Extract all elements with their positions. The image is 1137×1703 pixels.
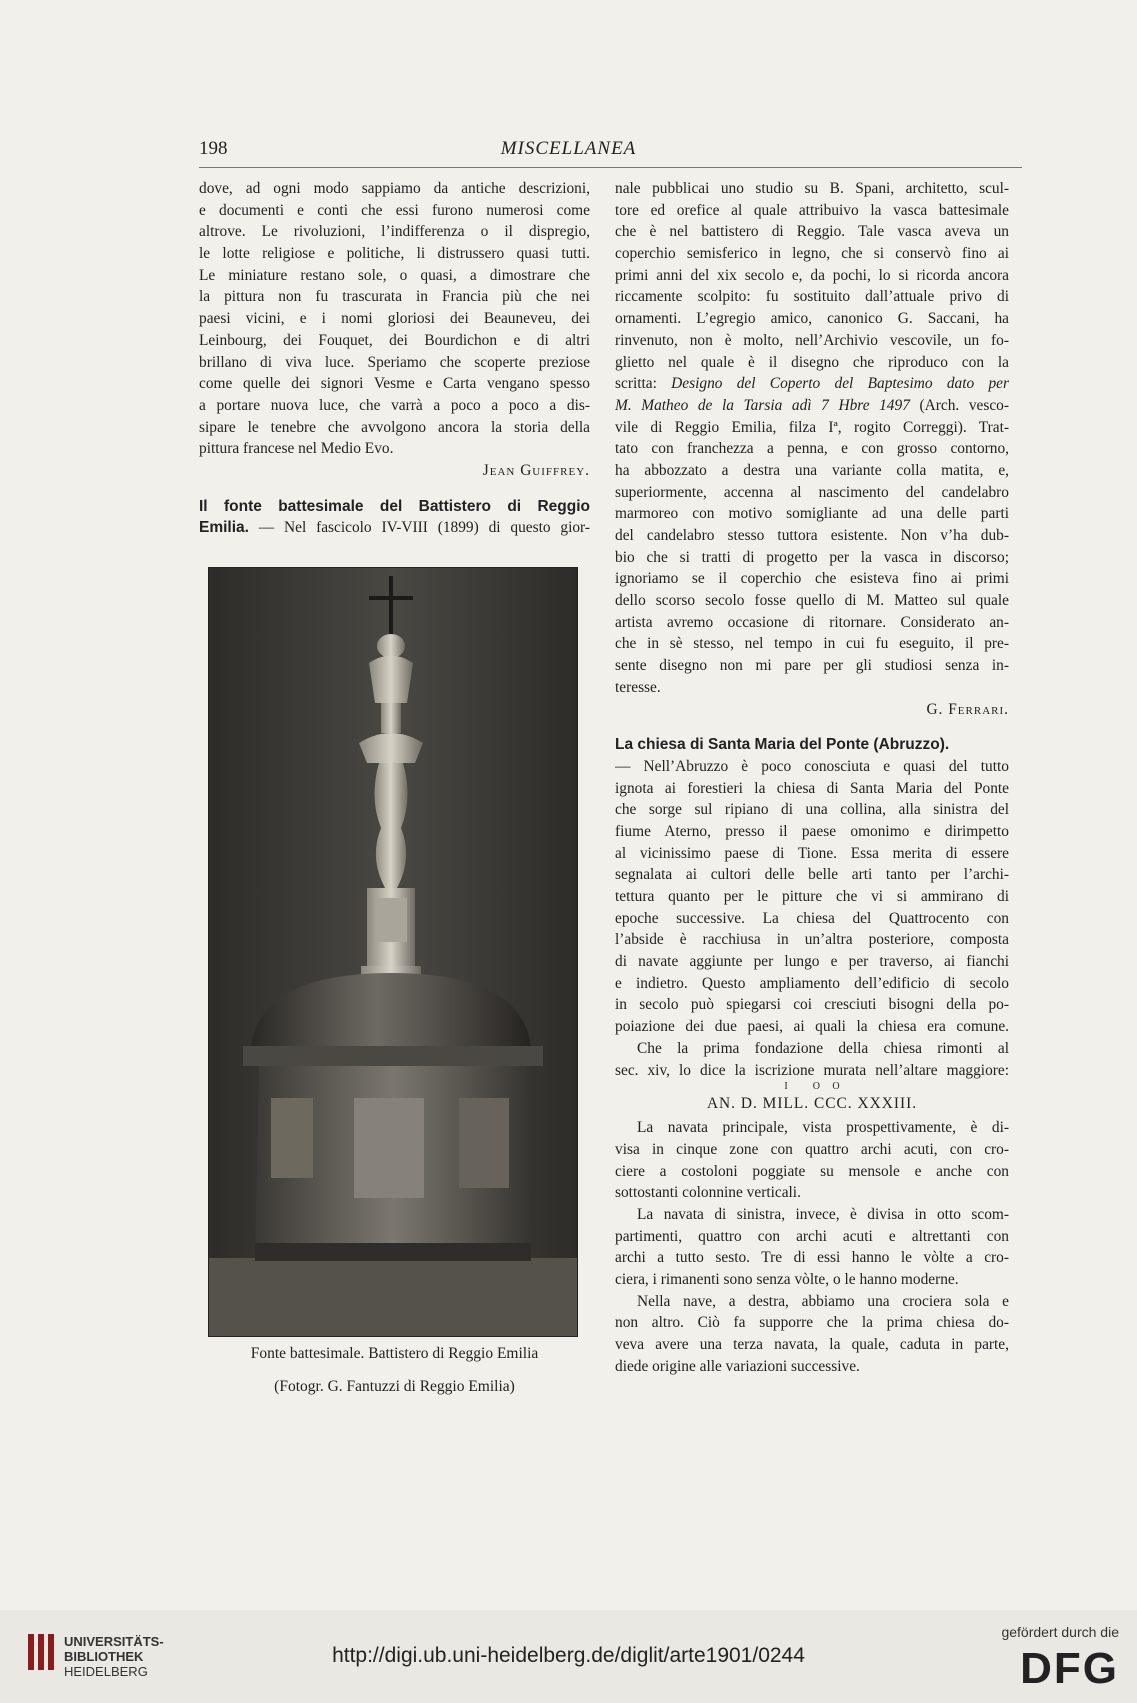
text-line: archi a tutto sesto. Tre di essi hanno le vòlte a cro- <box>615 1249 1009 1267</box>
text-line: tore ed orefice al quale attribuivo la vasca battesimale <box>615 201 1009 219</box>
text-line: artista avremo occasione di ritornare. Considerato an- <box>615 613 1009 631</box>
text-line: vile di Reggio Emilia, filza Iª, rogito Correggi). Trat- <box>615 418 1009 436</box>
italic-fragment: Designo del Coperto del Baptesimo dato per <box>671 375 1009 393</box>
library-name-line: BIBLIOTHEK <box>64 1649 144 1664</box>
text-line: ciera, i rimanenti sono senza vòlte, o le hanno moderne. <box>615 1271 959 1288</box>
text-line: che sorge sul ripiano di una collina, alla sinistra del <box>615 801 1009 819</box>
text-line: tato con franchezza a penna, e con grosso contorno, <box>615 440 1009 458</box>
text-line: La navata di sinistra, invece, è divisa in otto scom- <box>637 1205 1009 1223</box>
text-line <box>615 395 1009 417</box>
text-line: e indietro. Questo ampliamento dell’edificio di secolo <box>615 974 1009 992</box>
text-fragment: (Arch. vesco- <box>909 396 1009 414</box>
text-line: glietto nel quale è il disegno che riproduco con la <box>615 353 1009 371</box>
text-line: marmoreo con motivo somigliante ad una delle parti <box>615 505 1009 523</box>
text-line: tettura quanto per le pitture che vi si ammirano di <box>615 888 1009 905</box>
library-name-line: HEIDELBERG <box>64 1664 148 1679</box>
text-line: Le miniature restano sole, o quasi, a dimostrare che <box>199 266 590 284</box>
text-line: brillano di viva luce. Speriamo che scoperte preziose <box>199 353 590 371</box>
text-line: ignota ai forestieri la chiesa di Santa Maria del Ponte <box>615 779 1009 797</box>
text-line: poiazione dei due paesi, ai quali la chiesa era comune. <box>615 1018 1009 1036</box>
text-line: del candelabro stesso tuttora esistente. Non v’ha dub- <box>615 527 1009 544</box>
text-line: dello scorso secolo fosse quello di M. Matteo sul quale <box>615 592 1009 610</box>
text-line: diede origine alle variazioni successive. <box>615 1357 860 1375</box>
text-fragment: — Nel fascicolo IV-VIII (1899) di questo gior- <box>248 519 590 537</box>
text-line: ignoriamo se il coperchio che esisteva fino ai primi <box>615 570 1009 588</box>
text-line: non altro. Ciò fa supporre che la prima chiesa do- <box>615 1314 1009 1332</box>
text-line: Che la prima fondazione della chiesa rimonti al <box>637 1039 1009 1057</box>
text-line <box>615 373 1009 395</box>
text-line: a portare nuova luce, che varrà a poco a poco a dis- <box>199 396 590 414</box>
figure-credit: (Fotogr. G. Fantuzzi di Reggio Emilia) <box>274 1378 515 1395</box>
header-rule <box>199 167 1022 168</box>
text-line: sente disegno non mi pare per gli studiosi senza in- <box>615 657 1009 675</box>
text-line: la pittura non fu trascurata in Francia più che nei <box>199 288 590 306</box>
baptismal-font-photo <box>208 567 578 1337</box>
text-line: fiume Aterno, presso il paese omonimo e dirimpetto <box>615 822 1009 840</box>
text-line: rinvenuto, non è molto, nell’Archivio vescovile, un fo- <box>615 331 1009 349</box>
text-line: Nella nave, a destra, abbiamo una crociera sola e <box>637 1292 1009 1310</box>
text-line: l’abside è racchiusa in un’altra posteriore, composta <box>615 931 1009 949</box>
text-line: primi anni del xix secolo e, da pochi, lo si ricorda ancora <box>615 266 1009 284</box>
text-line: — Nell’Abruzzo è poco conosciuta e quasi del tutto <box>615 757 1009 775</box>
text-line: nale pubblicai uno studio su B. Spani, architetto, scul- <box>615 180 1009 197</box>
text-line: sipare le tenebre che avvolgono ancora la storia della <box>199 418 590 436</box>
text-line: ciere a costoloni poggiate su mensole e anche con <box>615 1162 1009 1180</box>
text-line: bio che si tratti di progetto per la vasca in discorso; <box>615 548 1009 566</box>
inscription: AN. D. MILL. CCC. XXXIII. <box>706 1095 918 1113</box>
font-photo-illustration <box>209 568 577 1336</box>
inscription-superscripts: I O O <box>784 1081 840 1093</box>
text-line: segnalata ai cultori delle belle arti tanto per l’archi- <box>615 866 1009 884</box>
text-line: che è nel battistero di Reggio. Tale vasca aveva un <box>615 223 1009 241</box>
article-heading-fonte-cont: Emilia. <box>199 519 249 537</box>
text-line: che in sè stesso, nel tempo in cui fu eseguito, il pre- <box>615 635 1009 653</box>
text-line: superiormente, accenna al nascimento del candelabro <box>615 483 1009 501</box>
text-line: e documenti e conti che essi furono numerosi come <box>199 201 590 219</box>
text-line: riccamente scolpito: fu sostituito dall’attuale privo di <box>615 288 1009 306</box>
figure-caption: Fonte battesimale. Battistero di Reggio Emilia <box>250 1345 539 1362</box>
text-line: altrove. Le rivoluzioni, l’indifferenza o il dispregio, <box>199 223 590 241</box>
signature-guiffrey: Jean Guiffrey. <box>482 461 590 479</box>
text-line: La navata principale, vista prospettivamente, è di- <box>637 1119 1009 1137</box>
text-line: epoche successive. La chiesa del Quattrocento con <box>615 909 1009 927</box>
article-heading-chiesa: La chiesa di Santa Maria del Ponte (Abruzzo). <box>615 736 950 754</box>
sponsor-label: gefördert durch die <box>1001 1624 1119 1640</box>
text-line: visa in cinque zone con quattro archi acuti, con cro- <box>615 1140 1009 1158</box>
text-line: Leinbourg, dei Fouquet, dei Bourdichon e di altri <box>199 331 590 349</box>
text-fragment: scritta: <box>615 375 672 393</box>
page-number: 198 <box>199 138 228 159</box>
text-line: teresse. <box>615 678 661 696</box>
text-line: di navate aggiunte per lungo e per traverso, ai fianchi <box>615 953 1009 971</box>
text-line: dove, ad ogni modo sappiamo da antiche descrizioni, <box>199 180 590 197</box>
library-name-line: UNIVERSITÄTS- <box>64 1634 164 1649</box>
permalink-url[interactable]: http://digi.ub.uni-heidelberg.de/diglit/arte1901/0244 <box>332 1644 805 1667</box>
italic-fragment: M. Matheo de la Tarsia adì 7 Hbre 1497 <box>615 396 910 414</box>
text-line: sec. xiv, lo dice la iscrizione murata nell’altare maggiore: <box>615 1061 1009 1079</box>
running-title: MISCELLANEA <box>500 138 637 159</box>
text-line: al vicinissimo paese di Tione. Essa merita di essere <box>615 844 1009 862</box>
text-line: ornamenti. L’egregio amico, canonico G. Saccani, ha <box>615 310 1009 328</box>
left-column <box>199 178 590 539</box>
text-line: paesi vicini, e i nomi gloriosi dei Beauneveu, dei <box>199 310 590 328</box>
text-line <box>199 517 590 539</box>
dfg-logo[interactable]: DFG <box>1020 1644 1119 1693</box>
text-line: come quelle dei signori Vesme e Carta vengano spesso <box>199 375 590 393</box>
text-line: in secolo può spiegarsi coi cresciuti bisogni della po- <box>615 996 1009 1014</box>
text-line: le lotte religiose e politiche, li distrussero quasi tutti. <box>199 245 590 263</box>
signature-ferrari: G. Ferrari. <box>926 700 1009 718</box>
text-line: sottostanti colonnine verticali. <box>615 1184 801 1202</box>
text-line: ha abbozzato a destra una variante colla matita, e, <box>615 461 1009 479</box>
text-line: pittura francese nel Medio Evo. <box>199 440 394 458</box>
right-column <box>615 178 1009 1377</box>
article-heading-fonte: Il fonte battesimale del Battistero di Reggio <box>199 497 590 515</box>
text-line: veva avere una terza navata, la quale, caduta in parte, <box>615 1336 1009 1354</box>
footer-bar <box>0 1610 1137 1703</box>
text-line: partimenti, quattro con archi acuti e altrettanti con <box>615 1227 1009 1245</box>
text-line: coperchio semisferico in legno, che si conservò fino ai <box>615 245 1009 263</box>
